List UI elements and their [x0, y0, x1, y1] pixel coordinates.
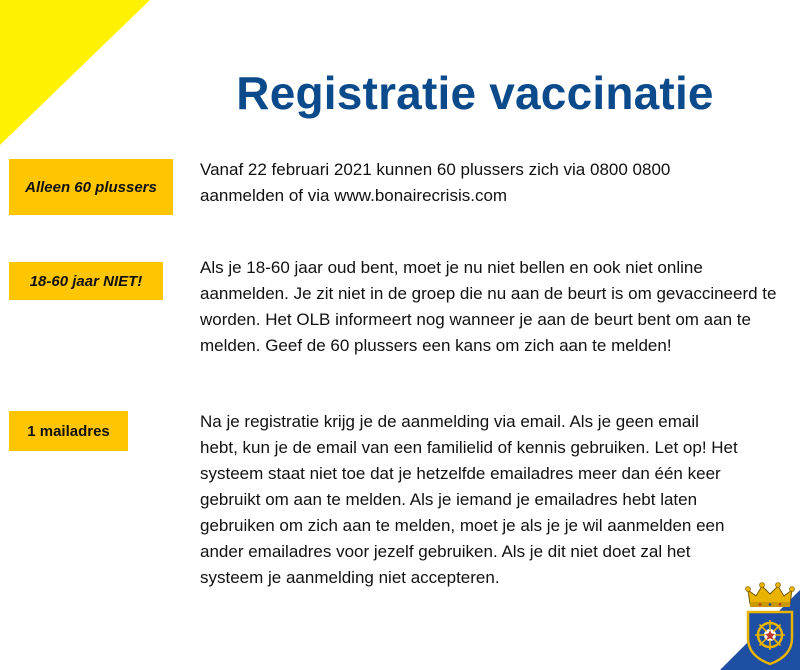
- paragraph-18-60-jaar: Als je 18-60 jaar oud bent, moet je nu niet bellen en ook niet online aanmelden. Je zit niet in de groep die nu aan de beurt is om gevaccineerd te worden. Het OLB informeert nog wanneer je aan de beurt bent om aan te melden. Geef de 60 plussers een kans om zich aan te melden!: [200, 258, 777, 355]
- label-alleen-60-plussers: Alleen 60 plussers: [9, 159, 173, 215]
- paragraph-mailadres: Na je registratie krijg je de aanmelding via email. Als je geen email hebt, kun je de email van een familielid of kennis gebruiken. Let op! Het systeem staat niet toe dat je hetzelfde emailadres meer dan één keer gebruikt om aan te melden. Als je iemand je emailadres hebt laten gebruiken om zich aan te melden, moet je als je je wil aanmelden een ander emailadres voor jezelf gebruiken. Als je dit niet doet zal het systeem je aanmelding niet accepteren.: [200, 412, 738, 587]
- paragraph-60-plussers: Vanaf 22 februari 2021 kunnen 60 plussers zich via 0800 0800 aanmelden of via www.bonairecrisis.com: [200, 160, 671, 205]
- bonaire-coat-of-arms-icon: [742, 582, 798, 666]
- corner-triangle: [0, 0, 150, 145]
- label-18-60-jaar-niet: 18-60 jaar NIET!: [9, 262, 163, 300]
- label-1-mailadres: 1 mailadres: [9, 411, 128, 451]
- page-title: Registratie vaccinatie: [236, 67, 714, 119]
